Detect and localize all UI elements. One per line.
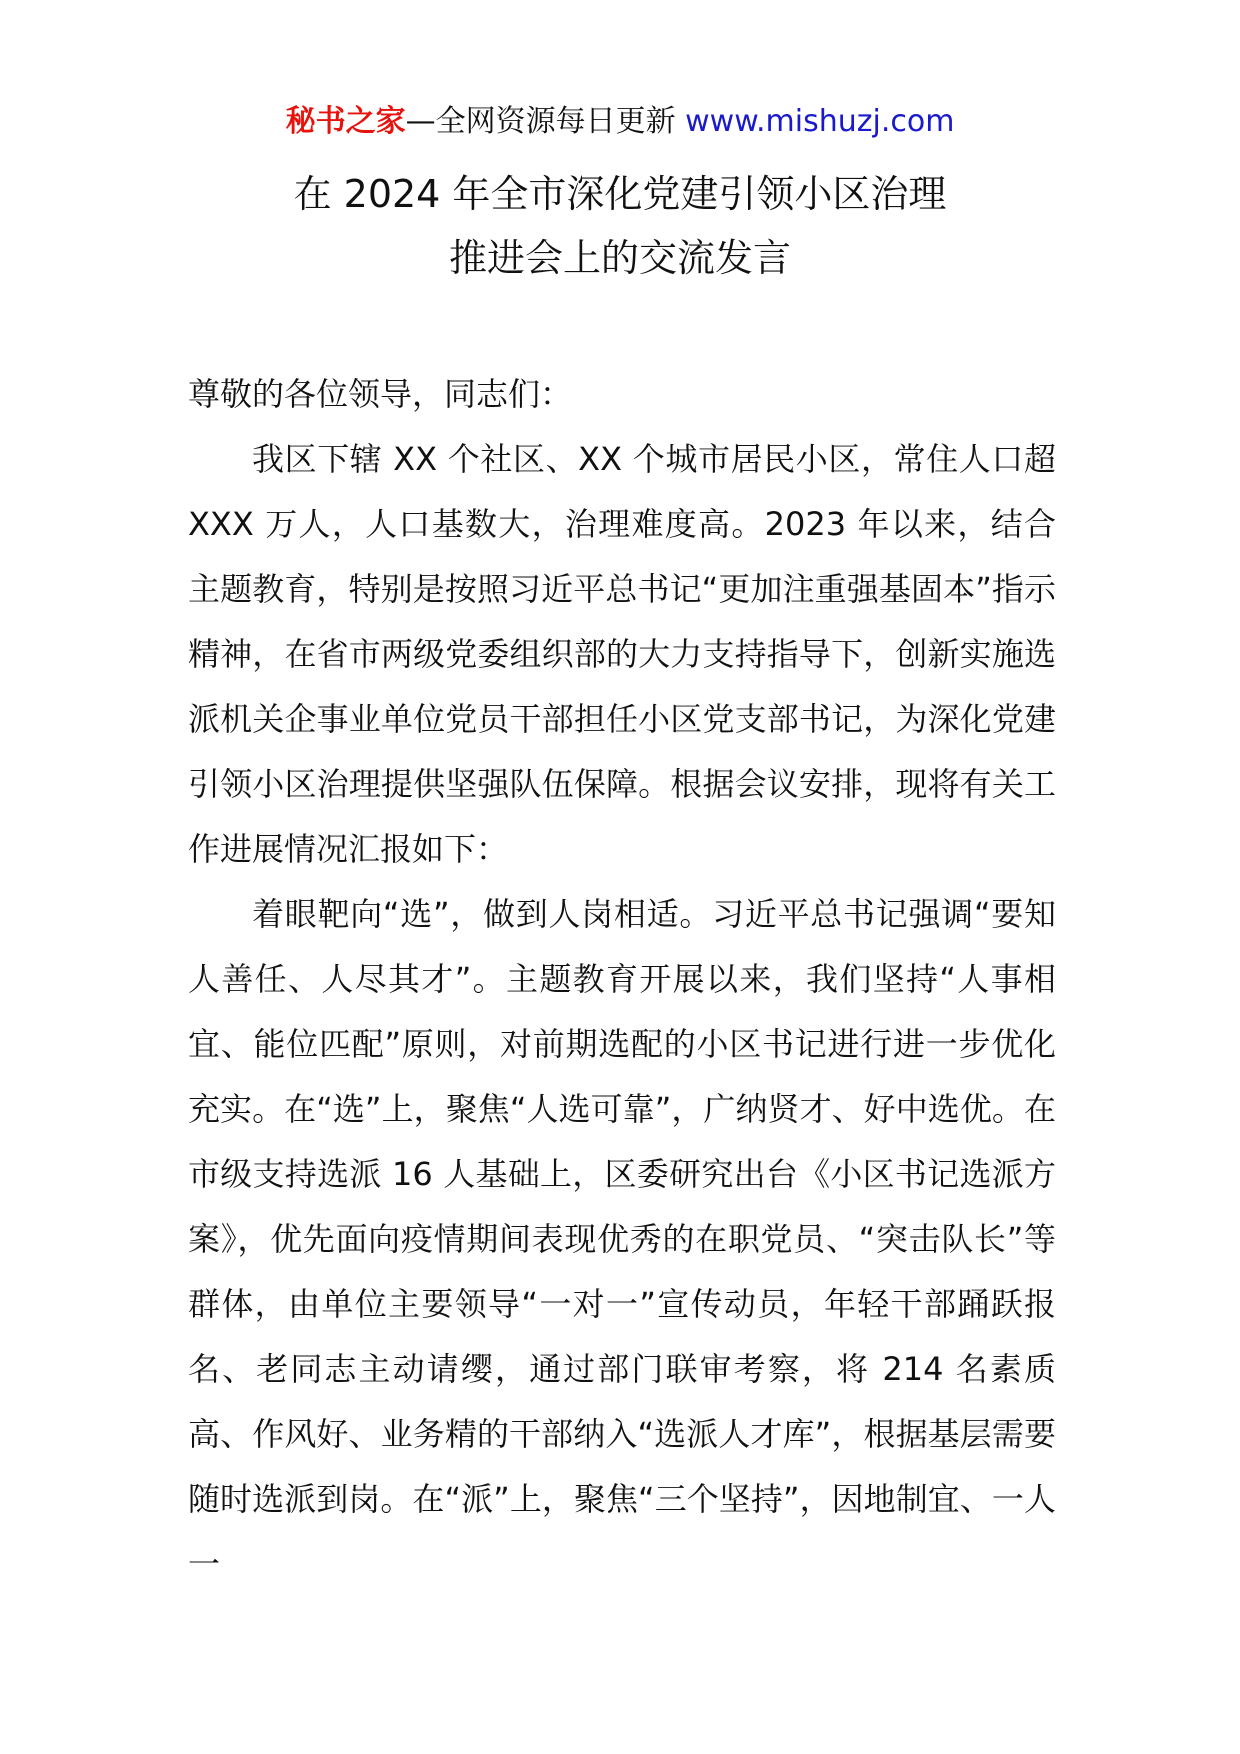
- paragraph-1: 我区下辖 XX 个社区、XX 个城市居民小区，常住人口超 XXX 万人，人口基数大，治理难度高。2023 年以来，结合主题教育，特别是按照习近平总书记“更加注重强基固本”指示精神，在省市两级党委组织部的大力支持指导下，创新实施选派机关企事业单位党员干部担任小区党支部书记，为深化党建引领小区治理提供坚强队伍保障。根据会议安排，现将有关工作进展情况汇报如下：: [188, 440, 1056, 868]
- site-header: [0, 100, 1240, 144]
- document-body: [188, 362, 1056, 1597]
- document-title-line-2: 推进会上的交流发言: [448, 236, 791, 280]
- paragraph-2: 着眼靶向“选”，做到人岗相适。习近平总书记强调“要知人善任、人尽其才”。主题教育开展以来，我们坚持“人事相宜、能位匹配”原则，对前期选配的小区书记进行进一步优化充实。在“选”上，聚焦“人选可靠”，广纳贤才、好中选优。在市级支持选派 16 人基础上，区委研究出台《小区书记选派方案》，优先面向疫情期间表现优秀的在职党员、“突击队长”等群体，由单位主要领导“一对一”宣传动员，年轻干部踊跃报名、老同志主动请缨，通过部门联审考察，将 214 名素质高、作风好、业务精的干部纳入“选派人才库”，根据基层需要随时选派到岗。在“派”上，聚焦“三个坚持”，因地制宜、一人一: [188, 895, 1056, 1583]
- salutation: 尊敬的各位领导，同志们：: [188, 375, 573, 413]
- site-brand: 秘书之家: [285, 104, 406, 139]
- document-title-line-1: 在 2024 年全市深化党建引领小区治理: [293, 172, 947, 216]
- site-url-link[interactable]: www.mishuzj.com: [685, 104, 955, 139]
- site-slogan: —全网资源每日更新: [405, 104, 676, 139]
